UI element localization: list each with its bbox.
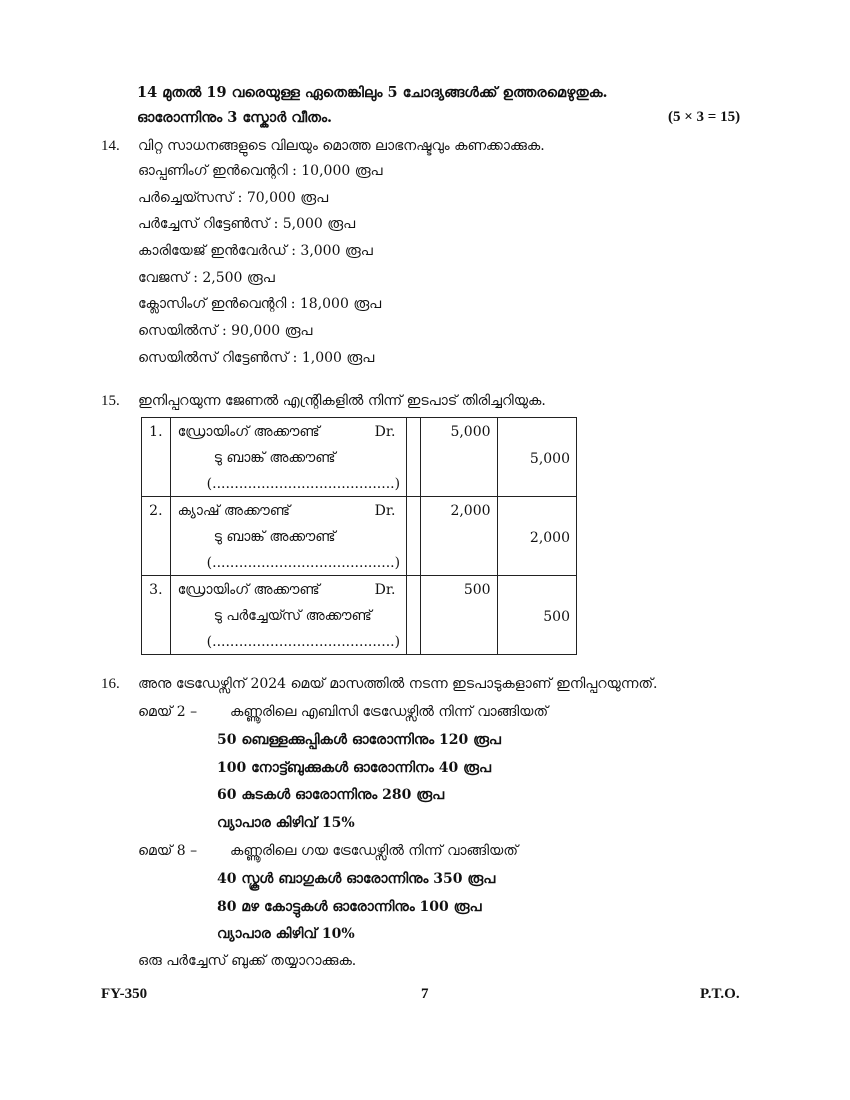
journal-entry-row [142, 418, 577, 497]
may2-date: മെയ് 2 – [138, 704, 198, 720]
credit-amount: 500 [543, 609, 570, 625]
may2-items [217, 733, 501, 843]
may8-item: 80 മഴ കോട്ടുകൾ ഓരോന്നിനും 100 രൂപ [217, 898, 482, 915]
dr-label: Dr. [374, 582, 396, 598]
q16-closing: ഒരു പർച്ചേസ് ബുക്ക് തയ്യാറാക്കുക. [138, 953, 357, 969]
may2-discount: വ്യാപാര കിഴിവ് 15% [217, 814, 355, 831]
may2-description: കണ്ണൂരിലെ എബിസി ട്രേഡേഴ്സിൽ നിന്ന് വാങ്ങിയത് [230, 704, 549, 720]
q14-item: സെയിൽസ് : 90,000 രൂപ [138, 323, 313, 340]
journal-entry-row [142, 576, 577, 655]
instruction-line-2: ഓരോന്നിനും 3 സ്കോർ വീതം. [137, 109, 333, 126]
credit-account: ടു ബാങ്ക് അക്കൗണ്ട് [213, 450, 336, 466]
may8-item: 40 സ്കൂൾ ബാഗുകൾ ഓരോന്നിനും 350 രൂപ [217, 871, 496, 887]
footer-page-number: 7 [421, 986, 429, 1002]
entry-number: 2. [142, 497, 171, 576]
q14-question: വിറ്റ സാധനങ്ങളുടെ വിലയും മൊത്ത ലാഭനഷ്ടവും കണക്കാക്കുക. [138, 138, 545, 154]
credit-account: ടു പർച്ചേയ്സ് അക്കൗണ്ട് [213, 608, 372, 624]
journal-entries-table [141, 417, 577, 655]
q14-item: ഓപ്പണിംഗ് ഇൻവെന്ററി : 10,000 രൂപ [138, 163, 383, 179]
narration-blank: (.........................................) [206, 634, 401, 650]
lf-column [406, 418, 421, 497]
debit-account: ക്യാഷ് അക്കൗണ്ട് [177, 503, 291, 519]
lf-column [406, 576, 421, 655]
q14-number: 14. [101, 138, 120, 154]
entry-number: 1. [142, 418, 171, 497]
journal-entry-row [142, 497, 577, 576]
debit-account: ഡ്രോയിംഗ് അക്കൗണ്ട് [177, 582, 320, 598]
credit-amount: 2,000 [529, 530, 570, 546]
may2-item: 100 നോട്ട്ബുക്കുകൾ ഓരോന്നിനം 40 രൂപ [217, 759, 491, 776]
may2-item: 60 കുടകൾ ഓരോന്നിനും 280 രൂപ [217, 787, 445, 803]
may8-items [217, 872, 495, 955]
instruction-line-1: 14 മുതൽ 19 വരെയുള്ള ഏതെങ്കിലും 5 ചോദ്യങ്ങൾക്ക് ഉത്തരമെഴുതുക. [137, 84, 608, 101]
credit-cell [497, 497, 576, 576]
credit-cell [497, 576, 576, 655]
q14-item: പർച്ചേസ് റിട്ടേൺസ് : 5,000 രൂപ [138, 216, 356, 233]
debit-amount: 2,000 [421, 497, 497, 576]
q14-item: സെയിൽസ് റിട്ടേൺസ് : 1,000 രൂപ [138, 349, 375, 366]
instruction-marks: (5 × 3 = 15) [668, 109, 741, 125]
footer-code: FY-350 [101, 986, 148, 1002]
may8-description: കണ്ണൂരിലെ ഗയ ട്രേഡേഴ്സിൽ നിന്ന് വാങ്ങിയത് [230, 843, 518, 859]
q16-question: അനു ട്രേഡേഴ്സിന് 2024 മെയ് മാസത്തിൽ നടന്ന ഇടപാടുകളാണ് ഇനിപ്പറയുന്നത്. [138, 676, 658, 692]
may8-date: മെയ് 8 – [138, 843, 198, 859]
q14-item: പർച്ചെയ്സസ് : 70,000 രൂപ [138, 189, 329, 206]
dr-label: Dr. [374, 424, 396, 440]
may8-discount: വ്യാപാര കിഴിവ് 10% [217, 926, 355, 942]
q14-item: ക്ലോസിംഗ് ഇൻവെന്ററി : 18,000 രൂപ [138, 296, 382, 313]
q14-items [138, 164, 383, 378]
dr-label: Dr. [374, 503, 396, 519]
lf-column [406, 497, 421, 576]
credit-amount: 5,000 [529, 451, 570, 467]
credit-cell [497, 418, 576, 497]
debit-account: ഡ്രോയിംഗ് അക്കൗണ്ട് [177, 424, 320, 440]
footer-pto: P.T.O. [700, 986, 740, 1002]
entry-number: 3. [142, 576, 171, 655]
q16-number: 16. [101, 676, 120, 692]
entry-particulars [170, 576, 406, 655]
q14-item: വേജസ് : 2,500 രൂപ [138, 269, 275, 286]
q15-number: 15. [101, 393, 120, 409]
credit-account: ടു ബാങ്ക് അക്കൗണ്ട് [213, 529, 336, 545]
narration-blank: (.........................................) [206, 555, 401, 571]
q15-question: ഇനിപ്പറയുന്ന ജേണൽ എന്റ്രികളിൽ നിന്ന് ഇടപാട് തിരിച്ചറിയുക. [138, 393, 546, 409]
narration-blank: (.........................................) [206, 476, 401, 492]
debit-amount: 5,000 [421, 418, 497, 497]
q14-item: കാരിയേജ് ഇൻവേർഡ് : 3,000 രൂപ [138, 243, 373, 260]
debit-amount: 500 [421, 576, 497, 655]
entry-particulars [170, 497, 406, 576]
entry-particulars [170, 418, 406, 497]
may2-item: 50 ബെള്ളക്കുപ്പികൾ ഓരോന്നിനും 120 രൂപ [217, 732, 501, 748]
